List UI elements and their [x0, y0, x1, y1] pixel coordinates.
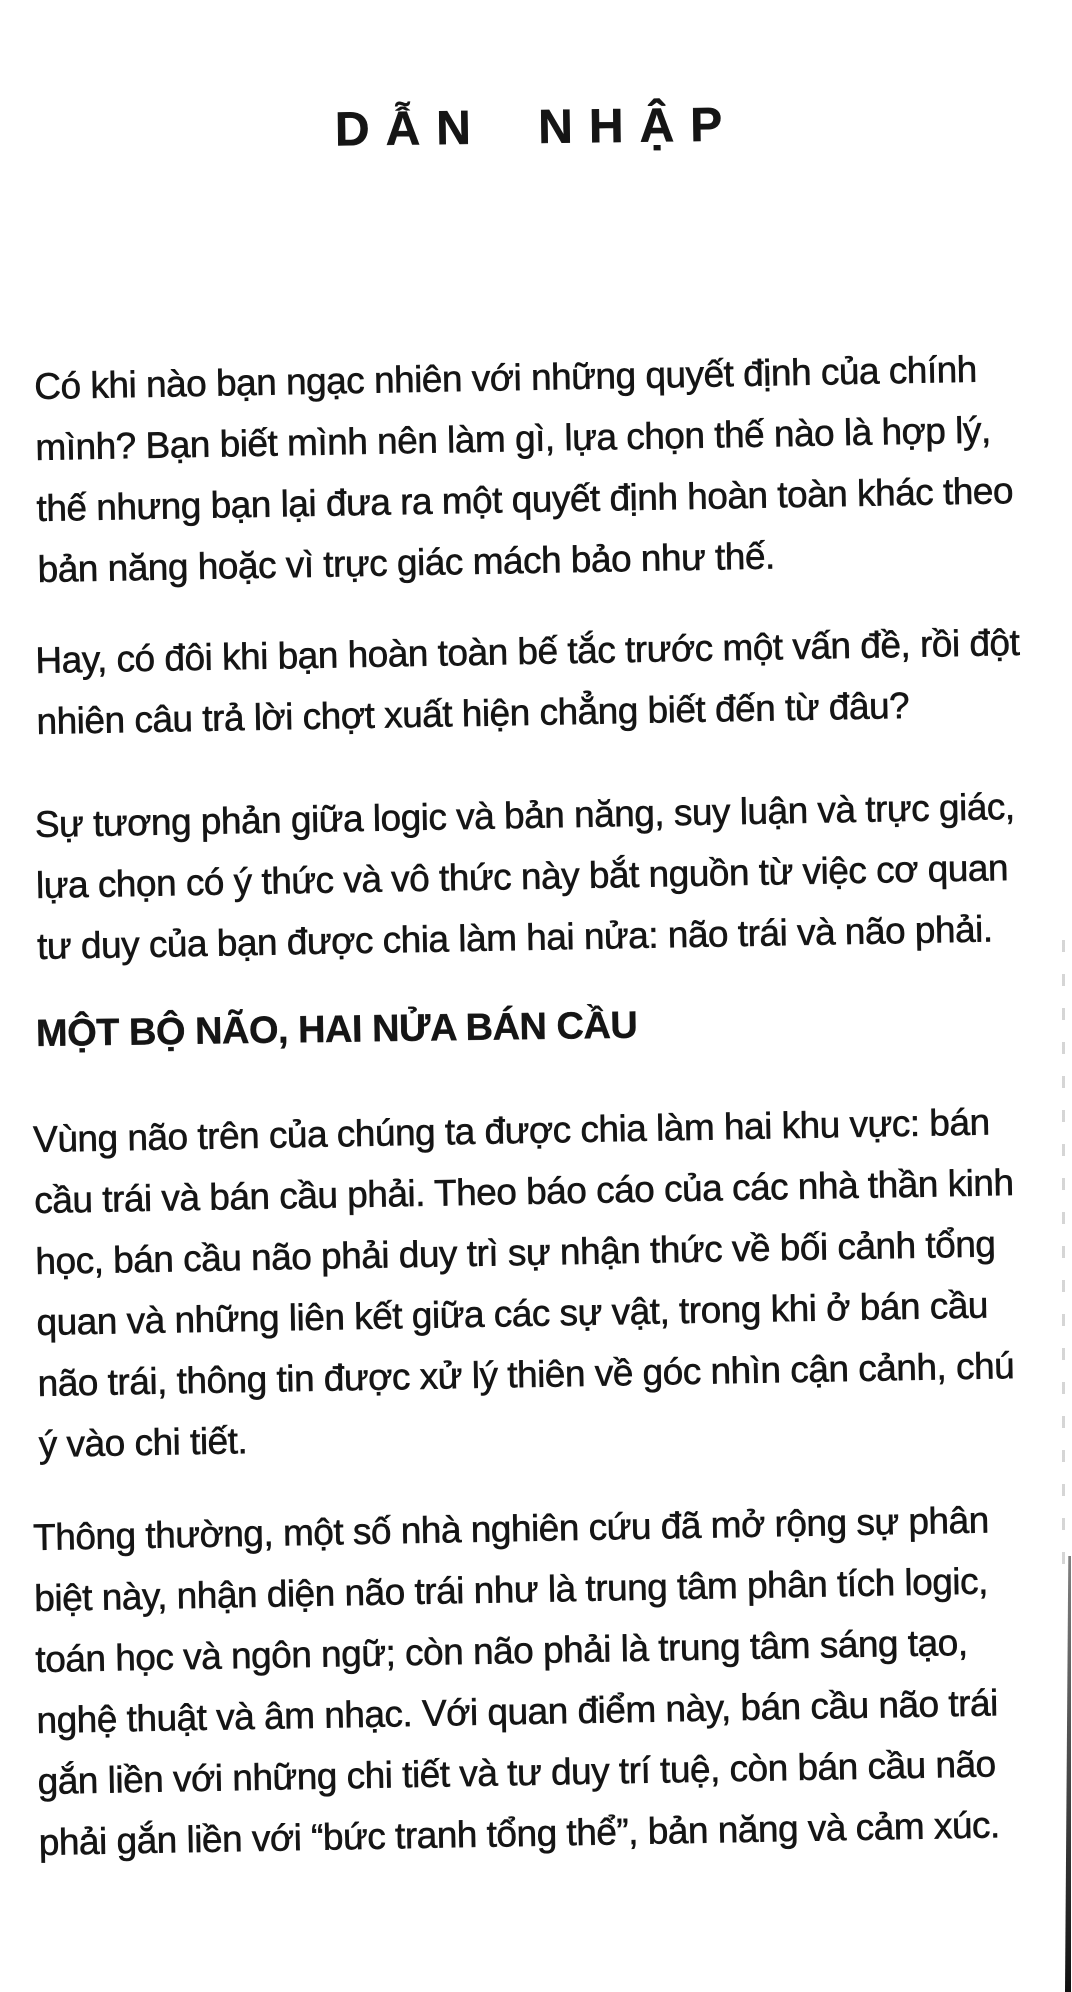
page-edge-scan-dashes — [1062, 940, 1065, 1570]
text-line: Thông thường, một số nhà nghiên cứu đã mở rộng sự phân — [32, 1499, 990, 1559]
text-line: gắn liền với những chi tiết và tư duy trí tuệ, còn bán cầu não — [37, 1743, 997, 1802]
text-line: Có khi nào bạn ngạc nhiên với những quyết định của chính — [33, 348, 978, 408]
text-line: nghệ thuật và âm nhạc. Với quan điểm này, bán cầu não trái — [36, 1682, 999, 1741]
paragraph — [33, 1091, 1040, 1475]
chapter-title: DẪN NHẬP — [334, 98, 739, 157]
text-line: bản năng hoặc vì trực giác mách bảo như thế. — [37, 535, 776, 590]
text-line: nhiên câu trả lời chợt xuất hiện chẳng biết đến từ đâu? — [36, 685, 910, 742]
paragraph — [33, 1489, 1040, 1873]
text-line: phải gắn liền với “bức tranh tổng thể”, bản năng và cảm xúc. — [38, 1804, 1001, 1863]
text-line: mình? Bạn biết mình nên làm gì, lựa chọn thế nào là hợp lý, — [35, 409, 992, 469]
text-line: thế nhưng bạn lại đưa ra một quyết định hoàn toàn khác theo — [36, 470, 1014, 529]
text-line: não trái, thông tin được xử lý thiên về góc nhìn cận cảnh, chú — [37, 1345, 1015, 1404]
text-line: ý vào chi tiết. — [38, 1420, 248, 1465]
text-line: quan và những liên kết giữa các sự vật, trong khi ở bán cầu — [36, 1284, 989, 1343]
paragraph — [34, 776, 1037, 977]
paragraph — [35, 612, 1037, 752]
text-line: toán học và ngôn ngữ; còn não phải là trung tâm sáng tạo, — [35, 1621, 968, 1681]
page-body — [0, 348, 1036, 1873]
section-heading: MỘT BỘ NÃO, HAI NỬA BÁN CẦU — [35, 1004, 638, 1055]
text-line: Vùng não trên của chúng ta được chia làm hai khu vực: bán — [32, 1101, 990, 1161]
text-line: Hay, có đôi khi bạn hoàn toàn bế tắc trước một vấn đề, rồi đột — [35, 621, 1020, 682]
text-line: lựa chọn có ý thức và vô thức này bắt nguồn từ việc cơ quan — [35, 847, 1009, 906]
paragraph — [34, 338, 1038, 600]
text-line: học, bán cầu não phải duy trì sự nhận thức về bối cảnh tổng — [35, 1223, 996, 1283]
text-line: cầu trái và bán cầu phải. Theo báo cáo của các nhà thần kinh — [33, 1162, 1014, 1222]
page-edge-spine-shadow — [1065, 1556, 1071, 1992]
text-line: biệt này, nhận diện não trái như là trung tâm phân tích logic, — [33, 1560, 989, 1620]
text-line: tư duy của bạn được chia làm hai nửa: não trái và não phải. — [36, 908, 993, 967]
text-line: Sự tương phản giữa logic và bản năng, suy luận và trực giác, — [34, 786, 1015, 846]
